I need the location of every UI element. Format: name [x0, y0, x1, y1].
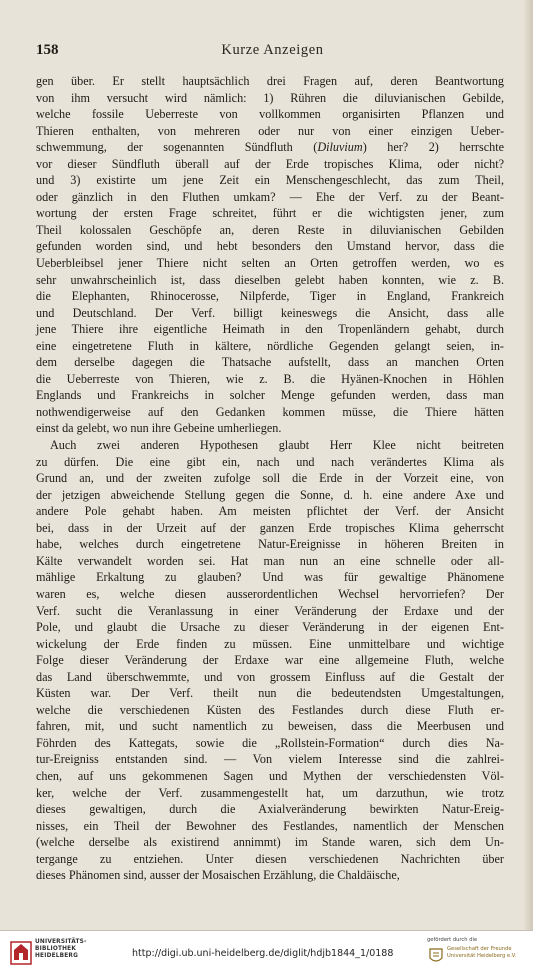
- text-line: nothwendigerweise auf den Gedanken kommen müsse, die Thiere hätten: [36, 404, 504, 419]
- text-line: das Land überschwemmte, und von grossem Einfluss auf die Gestalt der: [36, 669, 504, 684]
- library-name: [35, 939, 87, 960]
- text-line: fahren, mit, und sucht namentlich zu beweisen, dass die Meerbusen und: [36, 719, 504, 734]
- text-line: habe, welches durch eingetretene Natur-Ereignisse in höheren Breiten in: [36, 537, 504, 552]
- text-line: Folge dieser Veränderung der Erdaxe war eine allgemeine Fluth, welche: [36, 653, 504, 668]
- text-line: Thieren enthalten, von mehreren oder nur von einer einzigen Ueber-: [36, 123, 504, 138]
- page-edge-shadow: [523, 0, 533, 930]
- funding-note: gefördert durch die: [427, 937, 478, 943]
- text-line: andere Pole gehabt haben. Am meisten pflichtet der Verf. der Ansicht: [36, 504, 504, 519]
- text-line: bei, dass in der Urzeit auf der ganzen Erde tropisches Klima geherrscht: [36, 520, 504, 535]
- running-head: [36, 42, 509, 62]
- text-line: der jetzigen abweichende Stellung gegen die Sonne, d. h. eine andere Axe und: [36, 487, 504, 502]
- text-line: tergange zu entziehen. Unter diesen verschiedenen Nachrichten über: [36, 851, 504, 866]
- text-line: einst da gelebt, wo nun ihre Gebeine umherliegen.: [36, 421, 282, 436]
- text-line: dieses Phänomen sind, ausser der Mosaischen Erzählung, die Chaldäische,: [36, 868, 400, 883]
- viewer-footer: [0, 930, 533, 972]
- text-line: wickelung der Erde finden zu müssen. Eine unmittelbare und wichtige: [36, 636, 504, 651]
- text-line: tur-Ereigniss entstanden sind. — Von vielem Interesse sind die zahlrei-: [36, 752, 504, 767]
- text-line: gefunden worden sind, und hebt besonders den Umstand hervor, dass die: [36, 239, 504, 254]
- text-line: schwemmung, der sogenannten Sündfluth (Diluvium) her? 2) herrschte: [36, 140, 504, 155]
- document-permalink[interactable]: http://digi.ub.uni-heidelberg.de/diglit/hdjb1844_1/0188: [132, 948, 394, 959]
- text-line: Kälte verwandelt worden sei. Hat man nun an eine schnelle oder all-: [36, 553, 504, 568]
- ub-heidelberg-logo-icon: [10, 938, 32, 966]
- text-line: nisses, ein Theil der Bewohner des Festlandes, namentlich der Menschen: [36, 818, 504, 833]
- text-line: Grund an, und der zweiten zufolge soll die Erde in der Vorzeit eine, von: [36, 471, 504, 486]
- text-line: die Ueberreste von Thieren, wie z. B. die Hyänen-Knochen in Höhlen: [36, 371, 504, 386]
- funder-name-line: Universität Heidelberg e.V.: [447, 952, 517, 959]
- text-line: Föhrden des Kattegats, sowie die „Rollstein-Formation“ durch dies Na-: [36, 735, 504, 750]
- text-line: (welche derselbe als existirend annimmt) im Stande waren, sich dem Un-: [36, 835, 504, 850]
- text-line: Verf. sucht die Veranlassung in einer Veränderung der Erdaxe und der: [36, 603, 504, 618]
- text-line: waren es, welche diesen ausserordentlichen Wechsel hervorriefen? Der: [36, 586, 504, 601]
- funder-name[interactable]: [447, 946, 516, 959]
- funder-seal-icon: [428, 947, 444, 965]
- text-line: Auch zwei anderen Hypothesen glaubt Herr Klee nicht beitreten: [50, 438, 504, 453]
- text-line: und 3) existirte um jene Zeit ein Menschengeschlecht, das zum Theil,: [36, 173, 504, 188]
- text-line: eine eingetretene Fluth in kältere, nördliche Gegenden gelangt seien, in-: [36, 338, 504, 353]
- text-line: dieses gewaltigen, durch die Axialveränderung bewirkten Natur-Ereig-: [36, 802, 504, 817]
- text-line: sehr unwahrscheinlich ist, dass dieselben gelebt haben konnten, wie z. B.: [36, 272, 504, 287]
- library-name-line: UNIVERSITÄTS-: [35, 939, 87, 945]
- text-line: dem derselbe dagegen die Thatsache aufstellt, dass an manchen Orten: [36, 355, 504, 370]
- page-header-title: Kurze Anzeigen: [221, 42, 324, 58]
- text-line: von ihm versucht wird nämlich: 1) Rühren die diluvianischen Gebilde,: [36, 90, 504, 105]
- text-line: Pole, und glaubt die Ursache zu dieser Veränderung in der eigenen Ent-: [36, 620, 504, 635]
- text-line: wortung der ersten Frage schreitet, führt er die wichtigsten jener, zum: [36, 206, 504, 221]
- text-line: Theil kolossalen Geschöpfe an, deren Reste in diluvianischen Gebilden: [36, 222, 504, 237]
- emphasis: Diluvium: [317, 140, 363, 155]
- text-line: welche fossile Ueberreste von vollkommen organisirten Pflanzen und: [36, 107, 504, 122]
- text-line: Küsten war. Der Verf. theilt nun die bedeutendsten Umgestaltungen,: [36, 686, 504, 701]
- text-line: ker, welche der Verf. zusammengestellt hat, um darzuthun, wie trotz: [36, 785, 504, 800]
- text-line: Englands und Frankreichs in solcher Menge gefunden werden, dass man: [36, 388, 504, 403]
- page-number: 158: [36, 42, 59, 58]
- text-line: gen über. Er stellt hauptsächlich drei Fragen auf, deren Beantwortung: [36, 74, 504, 88]
- text-line: mählige Erkaltung zu glauben? Und was für gewaltige Phänomene: [36, 570, 504, 585]
- funder-name-line: Gesellschaft der Freunde: [447, 946, 512, 952]
- library-name-line: BIBLIOTHEK: [35, 946, 77, 952]
- text-line: zu dürfen. Die eine gibt ein, nach und nach verändertes Klima als: [36, 454, 504, 469]
- text-line: Ueberbleibsel jener Thiere nicht selten an Orten getroffen werden, wo es: [36, 256, 504, 271]
- body-text: [36, 73, 504, 884]
- text-line: die Elephanten, Rhinocerosse, Nilpferde, Tiger in England, Frankreich: [36, 289, 504, 304]
- text-line: oder gänzlich in den Fluthen umkam? — Ehe der Verf. zu der Beant-: [36, 189, 504, 204]
- text-line: chen, auf uns gekommenen Sagen und Mythen der verschiedensten Völ-: [36, 768, 504, 783]
- library-name-line: HEIDELBERG: [35, 953, 79, 959]
- text-line: und Deutschland. Der Verf. billigt keineswegs die Ansicht, dass alle: [36, 305, 504, 320]
- text-line: welche die verschiedenen Küsten des Festlandes durch diese Fluth er-: [36, 702, 504, 717]
- text-line: jene Thiere ihre eigentliche Heimath in den Tropenländern gehabt, durch: [36, 322, 504, 337]
- text-line: vor dieser Sündfluth überall auf der Erde tropisches Klima, oder nicht?: [36, 156, 504, 171]
